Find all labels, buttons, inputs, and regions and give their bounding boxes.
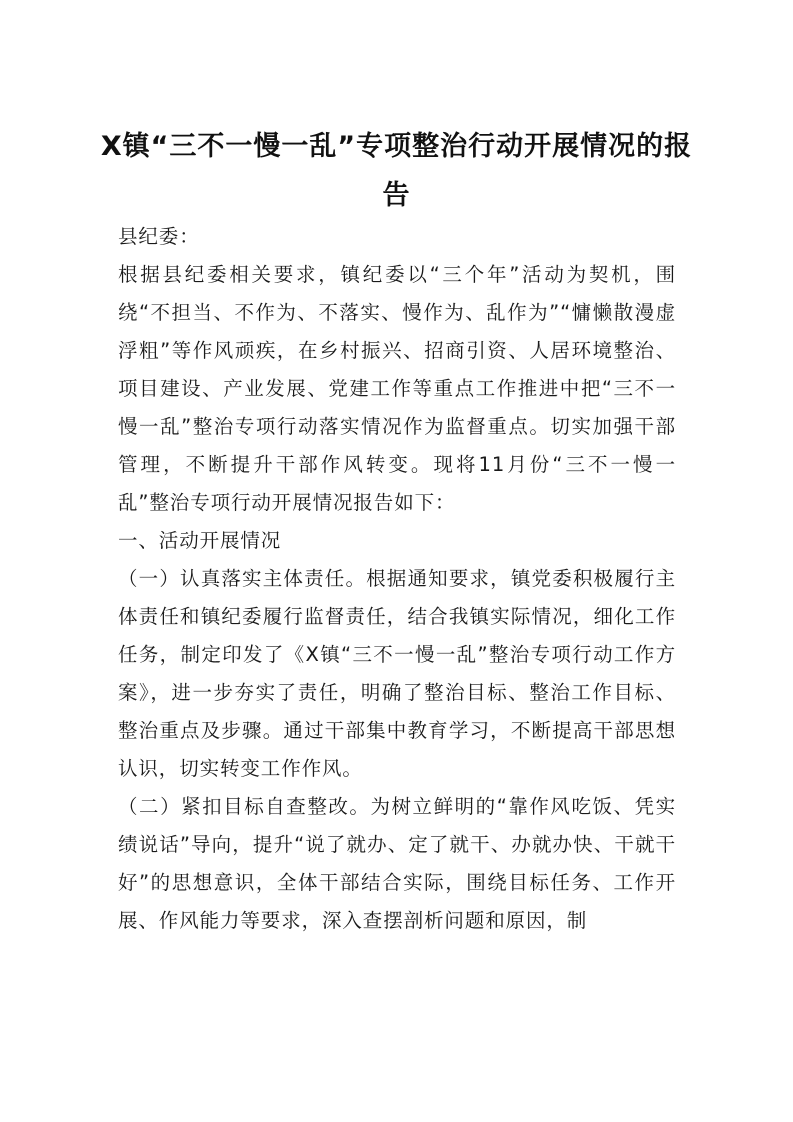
section-paragraph-1: （一）认真落实主体责任。根据通知要求，镇党委积极履行主体责任和镇纪委履行监督责任，结合我镇实际情况，细化工作任务，制定印发了《X镇“三不一慢一乱”整治专项行动工作方案》，进一步夯实了责任，明确了整治目标、整治工作目标、整治重点及步骤。通过干部集中教育学习，不断提高干部思想认识，切实转变工作作风。 [118,567,676,780]
document-body [118,218,676,940]
intro-paragraph: 根据县纪委相关要求，镇纪委以“三个年”活动为契机，围绕“不担当、不作为、不落实、慢作为、乱作为”“慵懒散漫虚浮粗”等作风顽疾，在乡村振兴、招商引资、人居环境整治、项目建设、产业发展、党建工作等重点工作推进中把“三不一慢一乱”整治专项行动落实情况作为监督重点。切实加强干部管理，不断提升干部作风转变。现将11月份“三不一慢一乱”整治专项行动开展情况报告如下： [118,263,676,514]
salutation: 县纪委： [118,225,200,248]
document-title: X镇“三不一慢一乱”专项整治行动开展情况的报告 [100,131,693,211]
section-heading: 一、活动开展情况 [118,529,282,552]
section-paragraph-2: （二）紧扣目标自查整改。为树立鲜明的“靠作风吃饭、凭实绩说话”导向，提升“说了就办、定了就干、办就办快、干就干好”的思想意识，全体干部结合实际，围绕目标任务、工作开展、作风能力等要求，深入查摆剖析问题和原因，制 [118,795,676,932]
